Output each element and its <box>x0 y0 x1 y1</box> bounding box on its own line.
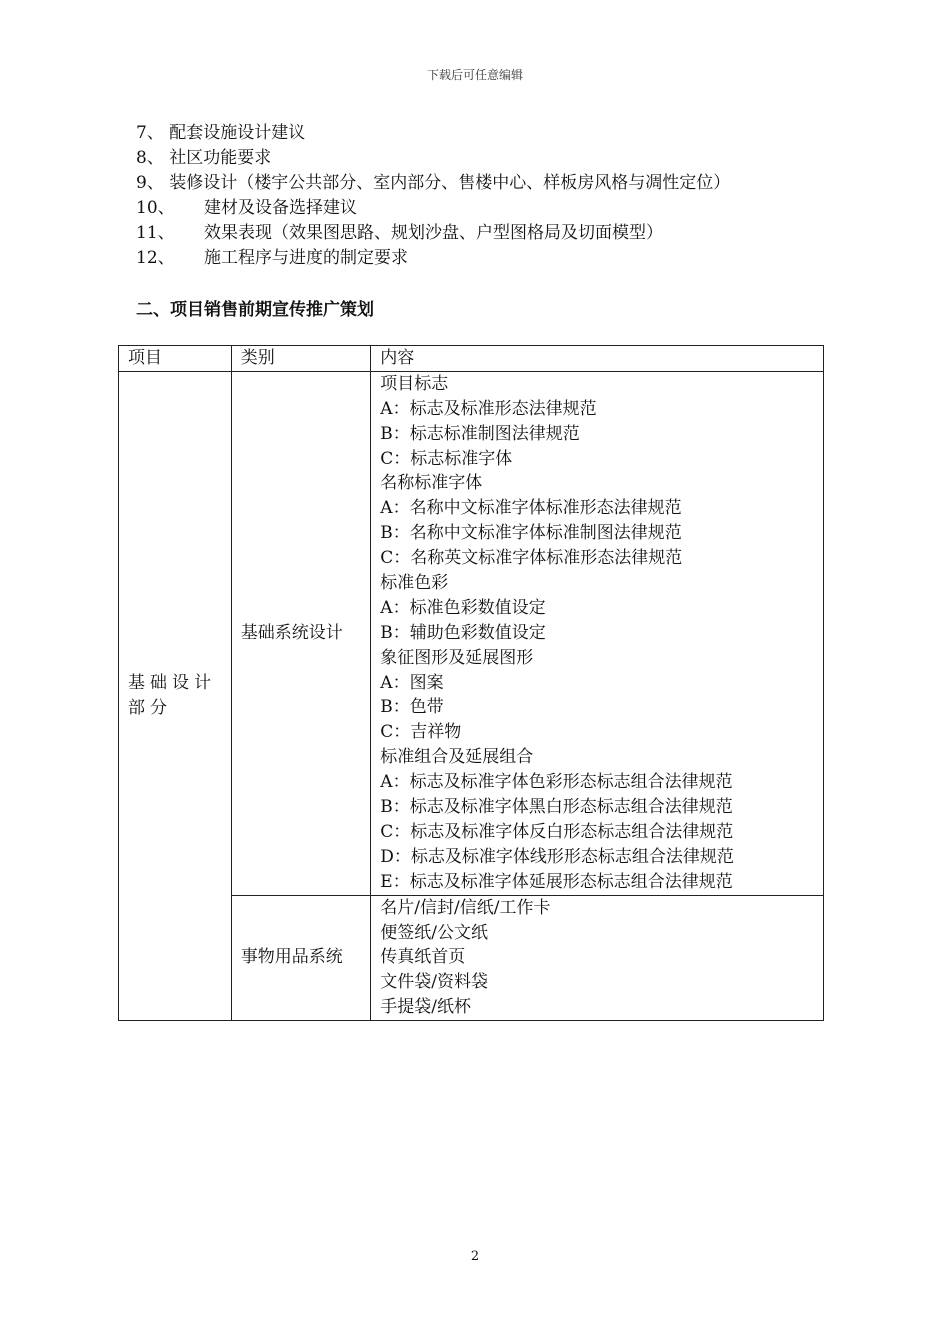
content-line: B：名称中文标准字体标准制图法律规范 <box>380 523 682 544</box>
content-line: C：标志标准字体 <box>380 448 513 469</box>
numbered-list <box>136 121 730 271</box>
list-item <box>136 221 730 246</box>
list-item <box>136 246 730 271</box>
content-line: A：名称中文标准字体标准形态法律规范 <box>380 498 682 519</box>
content-line: C：名称英文标准字体标准形态法律规范 <box>380 548 683 569</box>
page-header: 下载后可任意编辑 <box>426 68 523 82</box>
content-line: B：辅助色彩数值设定 <box>380 622 546 643</box>
list-item-number: 12、 <box>136 248 175 268</box>
list-item-text: 装修设计（楼宇公共部分、室内部分、售楼中心、样板房风格与凋性定位） <box>169 173 731 193</box>
table-row <box>119 371 824 895</box>
list-item-number: 7、 <box>136 123 164 143</box>
category-cell: 事物用品系统 <box>231 895 371 1020</box>
content-line: D：标志及标准字体线形形态标志组合法律规范 <box>380 846 734 867</box>
header-category: 类别 <box>231 346 371 372</box>
content-line: C：吉祥物 <box>380 722 462 743</box>
content-line: 标准组合及延展组合 <box>380 747 534 768</box>
page-number: 2 <box>470 1249 480 1264</box>
list-item-number: 9、 <box>136 173 164 193</box>
list-item-text: 社区功能要求 <box>169 148 272 168</box>
list-item-number: 8、 <box>136 148 164 168</box>
content-cell <box>371 371 824 895</box>
list-item <box>136 121 730 146</box>
list-item-number: 11、 <box>136 223 175 243</box>
table-header-row <box>119 346 824 372</box>
content-line: A：标志及标准形态法律规范 <box>380 398 597 419</box>
content-line: B：标志标准制图法律规范 <box>380 423 580 444</box>
plan-table <box>118 345 824 1021</box>
list-item-number: 10、 <box>136 198 175 218</box>
content-line: 项目标志 <box>380 373 449 394</box>
content-line: C：标志及标准字体反白形态标志组合法律规范 <box>380 821 734 842</box>
list-item <box>136 171 730 196</box>
header-content: 内容 <box>371 346 824 372</box>
content-line: 象征图形及延展图形 <box>380 647 534 668</box>
content-line: A：标志及标准字体色彩形态标志组合法律规范 <box>380 772 733 793</box>
list-item-text: 效果表现（效果图思路、规划沙盘、户型图格局及切面模型） <box>204 223 663 243</box>
content-line: A：图案 <box>380 672 444 693</box>
content-line: 名称标准字体 <box>380 473 483 494</box>
content-line: 传真纸首页 <box>380 947 466 968</box>
content-line: B：标志及标准字体黑白形态标志组合法律规范 <box>380 797 733 818</box>
content-line: 文件袋/资料袋 <box>380 972 489 993</box>
content-line: B：色带 <box>380 697 444 718</box>
content-line: E：标志及标准字体延展形态标志组合法律规范 <box>380 871 733 892</box>
list-item <box>136 146 730 171</box>
list-item-text: 施工程序与进度的制定要求 <box>204 248 408 268</box>
section-title: 二、项目销售前期宣传推广策划 <box>136 300 374 320</box>
list-item-text: 配套设施设计建议 <box>169 123 306 143</box>
content-cell <box>371 895 824 1020</box>
content-line: 标准色彩 <box>380 573 449 594</box>
content-line: A：标准色彩数值设定 <box>380 597 546 618</box>
content-line: 手提袋/纸杯 <box>380 997 472 1018</box>
content-line: 名片/信封/信纸/工作卡 <box>380 897 551 918</box>
list-item-text: 建材及设备选择建议 <box>204 198 357 218</box>
list-item <box>136 196 730 221</box>
header-item: 项目 <box>119 346 232 372</box>
category-cell: 基础系统设计 <box>231 371 371 895</box>
content-line: 便签纸/公文纸 <box>380 922 489 943</box>
item-cell: 基础设计部分 <box>119 371 232 1020</box>
